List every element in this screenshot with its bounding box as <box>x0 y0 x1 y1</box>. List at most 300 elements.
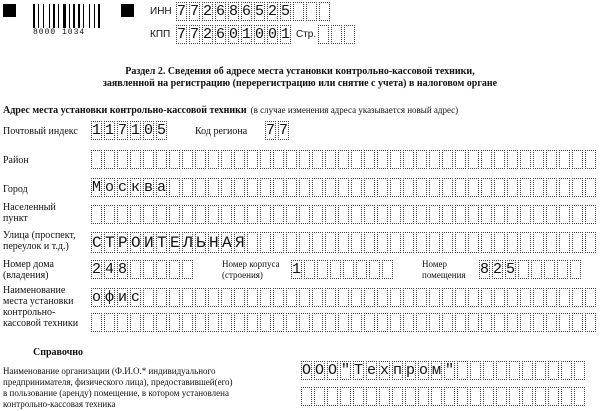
input-cell[interactable] <box>470 361 481 380</box>
input-cell[interactable] <box>585 232 596 253</box>
input-cell[interactable]: 0 <box>255 26 265 43</box>
input-cell[interactable]: 7 <box>177 26 187 43</box>
input-cell[interactable] <box>518 260 529 279</box>
input-cell[interactable] <box>559 205 570 224</box>
input-cell[interactable] <box>520 178 531 197</box>
input-cell[interactable] <box>234 313 245 332</box>
input-cell[interactable] <box>91 205 102 224</box>
input-cell[interactable] <box>405 387 416 406</box>
input-cell[interactable]: 0 <box>144 122 154 139</box>
input-cell[interactable] <box>377 288 388 307</box>
input-cell[interactable] <box>286 288 297 307</box>
city-field[interactable] <box>91 178 598 197</box>
input-cell[interactable]: И <box>144 234 154 252</box>
input-cell[interactable]: 1 <box>292 261 302 278</box>
input-cell[interactable] <box>520 232 531 253</box>
input-cell[interactable] <box>403 313 414 332</box>
input-cell[interactable] <box>403 150 414 169</box>
input-cell[interactable] <box>572 288 583 307</box>
input-cell[interactable] <box>247 150 258 169</box>
input-cell[interactable] <box>234 205 245 224</box>
district-field[interactable] <box>91 150 598 169</box>
page-number-field[interactable] <box>318 25 357 44</box>
input-cell[interactable] <box>390 313 401 332</box>
input-cell[interactable] <box>364 150 375 169</box>
input-cell[interactable]: о <box>92 289 102 306</box>
input-cell[interactable] <box>507 232 518 253</box>
input-cell[interactable] <box>429 313 440 332</box>
input-cell[interactable] <box>312 205 323 224</box>
input-cell[interactable] <box>481 150 492 169</box>
region-code-field[interactable] <box>265 121 291 140</box>
input-cell[interactable] <box>509 387 520 406</box>
input-cell[interactable]: ф <box>105 289 115 306</box>
input-cell[interactable] <box>442 288 453 307</box>
input-cell[interactable]: 6 <box>216 26 226 43</box>
input-cell[interactable] <box>470 387 481 406</box>
input-cell[interactable]: к <box>131 179 141 196</box>
input-cell[interactable] <box>416 150 427 169</box>
input-cell[interactable] <box>299 178 310 197</box>
input-cell[interactable]: 0 <box>268 26 278 43</box>
input-cell[interactable] <box>156 288 167 307</box>
input-cell[interactable] <box>416 288 427 307</box>
input-cell[interactable] <box>260 150 271 169</box>
input-cell[interactable]: с <box>118 179 128 196</box>
organization-name-field-row1[interactable] <box>301 361 587 380</box>
input-cell[interactable] <box>182 205 193 224</box>
input-cell[interactable] <box>533 178 544 197</box>
input-cell[interactable] <box>585 313 596 332</box>
input-cell[interactable]: м <box>432 362 442 379</box>
input-cell[interactable] <box>546 313 557 332</box>
input-cell[interactable]: Н <box>209 234 219 252</box>
input-cell[interactable]: р <box>406 362 416 379</box>
input-cell[interactable] <box>104 150 115 169</box>
input-cell[interactable] <box>312 288 323 307</box>
organization-name-field-row2[interactable] <box>301 387 587 406</box>
input-cell[interactable] <box>169 313 180 332</box>
input-cell[interactable] <box>561 361 572 380</box>
input-cell[interactable] <box>340 387 351 406</box>
input-cell[interactable] <box>351 178 362 197</box>
input-cell[interactable] <box>364 178 375 197</box>
input-cell[interactable] <box>325 205 336 224</box>
input-cell[interactable] <box>208 313 219 332</box>
input-cell[interactable] <box>559 288 570 307</box>
input-cell[interactable] <box>143 205 154 224</box>
input-cell[interactable] <box>546 205 557 224</box>
input-cell[interactable] <box>442 232 453 253</box>
inn-field[interactable] <box>176 2 332 21</box>
input-cell[interactable]: 2 <box>203 26 213 43</box>
input-cell[interactable]: 2 <box>493 261 503 278</box>
input-cell[interactable]: 8 <box>118 261 128 278</box>
input-cell[interactable] <box>156 205 167 224</box>
input-cell[interactable] <box>195 150 206 169</box>
input-cell[interactable] <box>390 232 401 253</box>
input-cell[interactable] <box>182 150 193 169</box>
input-cell[interactable] <box>338 150 349 169</box>
input-cell[interactable]: 0 <box>229 26 239 43</box>
input-cell[interactable]: 6 <box>216 3 226 20</box>
input-cell[interactable] <box>234 178 245 197</box>
input-cell[interactable] <box>318 25 329 44</box>
input-cell[interactable]: 1 <box>242 26 252 43</box>
input-cell[interactable] <box>416 232 427 253</box>
input-cell[interactable] <box>117 205 128 224</box>
input-cell[interactable]: О <box>302 362 312 379</box>
input-cell[interactable] <box>130 150 141 169</box>
input-cell[interactable] <box>247 178 258 197</box>
input-cell[interactable] <box>104 205 115 224</box>
input-cell[interactable] <box>533 150 544 169</box>
input-cell[interactable]: С <box>92 234 102 252</box>
input-cell[interactable] <box>572 313 583 332</box>
input-cell[interactable]: 5 <box>255 3 265 20</box>
input-cell[interactable] <box>260 205 271 224</box>
input-cell[interactable] <box>483 387 494 406</box>
input-cell[interactable] <box>468 178 479 197</box>
input-cell[interactable] <box>330 260 341 279</box>
input-cell[interactable] <box>481 313 492 332</box>
input-cell[interactable] <box>457 361 468 380</box>
input-cell[interactable]: Я <box>235 234 245 252</box>
input-cell[interactable]: О <box>328 362 338 379</box>
input-cell[interactable] <box>468 232 479 253</box>
input-cell[interactable] <box>403 288 414 307</box>
input-cell[interactable] <box>325 178 336 197</box>
input-cell[interactable]: О <box>315 362 325 379</box>
input-cell[interactable] <box>338 288 349 307</box>
input-cell[interactable] <box>442 205 453 224</box>
input-cell[interactable] <box>286 178 297 197</box>
input-cell[interactable] <box>143 288 154 307</box>
input-cell[interactable] <box>169 205 180 224</box>
input-cell[interactable]: 7 <box>177 3 187 20</box>
input-cell[interactable]: 1 <box>131 122 141 139</box>
input-cell[interactable] <box>572 205 583 224</box>
input-cell[interactable] <box>351 313 362 332</box>
input-cell[interactable] <box>338 313 349 332</box>
input-cell[interactable] <box>429 150 440 169</box>
input-cell[interactable] <box>91 150 102 169</box>
input-cell[interactable]: в <box>144 179 154 196</box>
input-cell[interactable] <box>494 288 505 307</box>
input-cell[interactable] <box>522 361 533 380</box>
input-cell[interactable]: 2 <box>92 261 102 278</box>
input-cell[interactable] <box>130 260 141 279</box>
input-cell[interactable] <box>535 361 546 380</box>
input-cell[interactable] <box>455 178 466 197</box>
input-cell[interactable] <box>507 288 518 307</box>
input-cell[interactable] <box>390 205 401 224</box>
input-cell[interactable] <box>130 313 141 332</box>
input-cell[interactable] <box>429 205 440 224</box>
input-cell[interactable] <box>351 205 362 224</box>
input-cell[interactable] <box>455 232 466 253</box>
input-cell[interactable] <box>306 2 317 21</box>
input-cell[interactable] <box>546 288 557 307</box>
house-number-field[interactable] <box>91 260 195 279</box>
input-cell[interactable] <box>299 288 310 307</box>
input-cell[interactable] <box>319 2 330 21</box>
input-cell[interactable] <box>494 232 505 253</box>
input-cell[interactable] <box>182 288 193 307</box>
input-cell[interactable] <box>312 178 323 197</box>
input-cell[interactable] <box>572 150 583 169</box>
input-cell[interactable] <box>117 313 128 332</box>
input-cell[interactable] <box>377 232 388 253</box>
input-cell[interactable] <box>312 313 323 332</box>
input-cell[interactable] <box>546 232 557 253</box>
input-cell[interactable] <box>286 205 297 224</box>
input-cell[interactable] <box>548 387 559 406</box>
input-cell[interactable]: о <box>105 179 115 196</box>
input-cell[interactable] <box>234 150 245 169</box>
input-cell[interactable] <box>457 387 468 406</box>
input-cell[interactable] <box>546 150 557 169</box>
input-cell[interactable] <box>351 150 362 169</box>
input-cell[interactable] <box>208 288 219 307</box>
input-cell[interactable] <box>156 150 167 169</box>
input-cell[interactable]: Е <box>170 234 180 252</box>
input-cell[interactable]: 4 <box>105 261 115 278</box>
input-cell[interactable]: 7 <box>279 122 289 139</box>
input-cell[interactable] <box>273 288 284 307</box>
input-cell[interactable]: 7 <box>190 3 200 20</box>
input-cell[interactable]: 7 <box>118 122 128 139</box>
input-cell[interactable] <box>247 205 258 224</box>
input-cell[interactable] <box>442 313 453 332</box>
input-cell[interactable] <box>286 150 297 169</box>
input-cell[interactable] <box>104 313 115 332</box>
input-cell[interactable] <box>455 288 466 307</box>
input-cell[interactable] <box>416 313 427 332</box>
input-cell[interactable] <box>317 260 328 279</box>
input-cell[interactable] <box>585 288 596 307</box>
input-cell[interactable] <box>247 288 258 307</box>
input-cell[interactable] <box>260 313 271 332</box>
input-cell[interactable] <box>338 178 349 197</box>
input-cell[interactable]: 7 <box>266 122 276 139</box>
input-cell[interactable] <box>481 178 492 197</box>
input-cell[interactable] <box>390 178 401 197</box>
input-cell[interactable] <box>548 361 559 380</box>
input-cell[interactable] <box>143 260 154 279</box>
input-cell[interactable] <box>273 205 284 224</box>
input-cell[interactable]: 7 <box>190 26 200 43</box>
input-cell[interactable] <box>507 313 518 332</box>
input-cell[interactable] <box>559 232 570 253</box>
input-cell[interactable]: и <box>118 289 128 306</box>
input-cell[interactable] <box>522 387 533 406</box>
input-cell[interactable] <box>481 288 492 307</box>
input-cell[interactable] <box>169 150 180 169</box>
input-cell[interactable] <box>299 232 310 253</box>
input-cell[interactable] <box>455 150 466 169</box>
input-cell[interactable] <box>369 260 380 279</box>
input-cell[interactable] <box>468 205 479 224</box>
input-cell[interactable]: 6 <box>242 3 252 20</box>
input-cell[interactable]: е <box>367 362 377 379</box>
input-cell[interactable] <box>533 288 544 307</box>
input-cell[interactable] <box>403 178 414 197</box>
input-cell[interactable]: п <box>393 362 403 379</box>
input-cell[interactable] <box>535 387 546 406</box>
input-cell[interactable] <box>260 178 271 197</box>
input-cell[interactable] <box>338 232 349 253</box>
input-cell[interactable]: Л <box>183 234 193 252</box>
input-cell[interactable] <box>325 232 336 253</box>
input-cell[interactable] <box>429 288 440 307</box>
input-cell[interactable]: о <box>419 362 429 379</box>
input-cell[interactable] <box>182 260 193 279</box>
input-cell[interactable] <box>143 150 154 169</box>
input-cell[interactable] <box>403 205 414 224</box>
input-cell[interactable] <box>570 260 581 279</box>
input-cell[interactable] <box>299 205 310 224</box>
input-cell[interactable]: Ь <box>196 234 206 252</box>
street-field[interactable] <box>91 232 598 253</box>
input-cell[interactable] <box>520 150 531 169</box>
input-cell[interactable] <box>403 232 414 253</box>
input-cell[interactable] <box>91 313 102 332</box>
input-cell[interactable] <box>494 178 505 197</box>
input-cell[interactable]: 5 <box>157 122 167 139</box>
input-cell[interactable] <box>377 178 388 197</box>
input-cell[interactable] <box>585 150 596 169</box>
input-cell[interactable] <box>143 313 154 332</box>
input-cell[interactable] <box>559 313 570 332</box>
input-cell[interactable] <box>130 205 141 224</box>
input-cell[interactable] <box>574 387 585 406</box>
input-cell[interactable] <box>343 260 354 279</box>
input-cell[interactable]: А <box>222 234 232 252</box>
input-cell[interactable] <box>481 232 492 253</box>
input-cell[interactable] <box>572 232 583 253</box>
input-cell[interactable] <box>273 232 284 253</box>
input-cell[interactable] <box>314 387 325 406</box>
input-cell[interactable] <box>293 2 304 21</box>
input-cell[interactable] <box>546 178 557 197</box>
input-cell[interactable] <box>585 178 596 197</box>
input-cell[interactable] <box>483 361 494 380</box>
input-cell[interactable] <box>273 178 284 197</box>
input-cell[interactable] <box>312 232 323 253</box>
input-cell[interactable] <box>221 288 232 307</box>
input-cell[interactable] <box>325 150 336 169</box>
input-cell[interactable]: Т <box>354 362 364 379</box>
input-cell[interactable] <box>234 288 245 307</box>
input-cell[interactable] <box>496 361 507 380</box>
input-cell[interactable] <box>377 205 388 224</box>
input-cell[interactable] <box>544 260 555 279</box>
input-cell[interactable] <box>494 150 505 169</box>
input-cell[interactable] <box>195 205 206 224</box>
input-cell[interactable] <box>351 232 362 253</box>
input-cell[interactable]: Р <box>118 234 128 252</box>
input-cell[interactable] <box>379 387 390 406</box>
input-cell[interactable] <box>182 178 193 197</box>
input-cell[interactable] <box>520 288 531 307</box>
input-cell[interactable] <box>520 205 531 224</box>
input-cell[interactable] <box>561 387 572 406</box>
input-cell[interactable] <box>507 178 518 197</box>
input-cell[interactable] <box>208 178 219 197</box>
input-cell[interactable] <box>364 232 375 253</box>
input-cell[interactable] <box>117 150 128 169</box>
input-cell[interactable] <box>481 205 492 224</box>
input-cell[interactable] <box>299 150 310 169</box>
input-cell[interactable] <box>455 205 466 224</box>
input-cell[interactable] <box>585 205 596 224</box>
input-cell[interactable] <box>364 205 375 224</box>
input-cell[interactable] <box>169 178 180 197</box>
input-cell[interactable] <box>444 387 455 406</box>
input-cell[interactable]: М <box>92 179 102 196</box>
input-cell[interactable] <box>353 387 364 406</box>
input-cell[interactable]: Т <box>105 234 115 252</box>
input-cell[interactable] <box>509 361 520 380</box>
kpp-field[interactable] <box>176 25 293 44</box>
input-cell[interactable] <box>390 288 401 307</box>
input-cell[interactable] <box>429 178 440 197</box>
input-cell[interactable] <box>195 313 206 332</box>
input-cell[interactable] <box>169 260 180 279</box>
input-cell[interactable] <box>442 178 453 197</box>
input-cell[interactable] <box>392 387 403 406</box>
input-cell[interactable] <box>327 387 338 406</box>
input-cell[interactable] <box>574 361 585 380</box>
input-cell[interactable]: 8 <box>480 261 490 278</box>
input-cell[interactable] <box>377 150 388 169</box>
input-cell[interactable] <box>382 260 393 279</box>
input-cell[interactable] <box>507 150 518 169</box>
input-cell[interactable]: 2 <box>268 3 278 20</box>
input-cell[interactable] <box>531 260 542 279</box>
input-cell[interactable] <box>331 25 342 44</box>
input-cell[interactable] <box>468 150 479 169</box>
input-cell[interactable] <box>533 205 544 224</box>
input-cell[interactable]: а <box>157 179 167 196</box>
input-cell[interactable] <box>208 150 219 169</box>
input-cell[interactable] <box>533 232 544 253</box>
input-cell[interactable] <box>344 25 355 44</box>
input-cell[interactable] <box>182 313 193 332</box>
input-cell[interactable] <box>418 387 429 406</box>
input-cell[interactable]: 5 <box>506 261 516 278</box>
input-cell[interactable] <box>533 313 544 332</box>
input-cell[interactable] <box>208 205 219 224</box>
input-cell[interactable]: 1 <box>105 122 115 139</box>
input-cell[interactable] <box>390 150 401 169</box>
input-cell[interactable] <box>559 178 570 197</box>
input-cell[interactable] <box>273 150 284 169</box>
postal-code-field[interactable] <box>91 121 169 140</box>
input-cell[interactable] <box>364 288 375 307</box>
input-cell[interactable] <box>156 260 167 279</box>
input-cell[interactable]: 8 <box>229 3 239 20</box>
input-cell[interactable] <box>304 260 315 279</box>
input-cell[interactable] <box>325 288 336 307</box>
installation-place-field-row1[interactable] <box>91 288 598 307</box>
input-cell[interactable] <box>494 313 505 332</box>
input-cell[interactable] <box>221 313 232 332</box>
input-cell[interactable] <box>247 232 258 253</box>
input-cell[interactable] <box>356 260 367 279</box>
input-cell[interactable] <box>286 313 297 332</box>
